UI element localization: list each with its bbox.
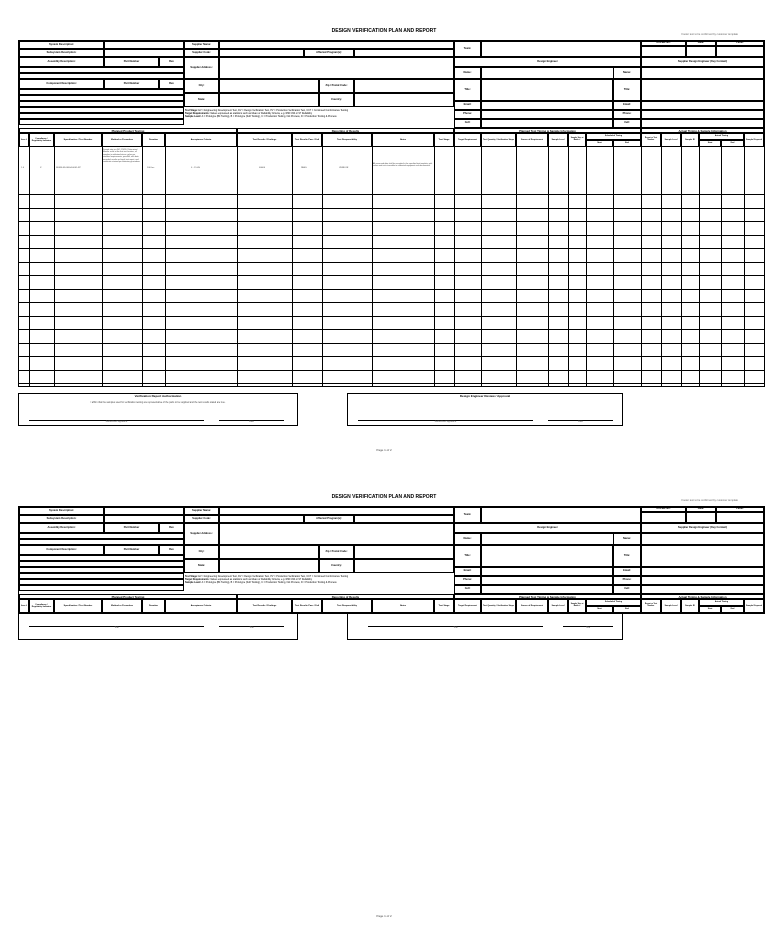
team-field[interactable] [481,507,641,523]
col-scheduled-timing: Scheduled Timing [586,133,641,140]
col-test-quantity: Test Quantity / Verification Steps [481,133,516,147]
se-email-field[interactable] [641,101,764,110]
col-start: Start [586,140,613,147]
date-caption: Date [249,421,254,423]
section-reporting: Reporting of Results [237,128,454,133]
affected-programs-field[interactable] [354,515,454,523]
col-test-results: Test Results / Findings [237,599,292,613]
team-label: Team: [454,507,481,523]
col-actual-timing: Actual Timing [699,599,744,606]
component-row[interactable] [19,119,184,125]
supplier-code-label: Supplier Code: [184,515,219,523]
component-row[interactable] [19,585,184,591]
design-engineer-header: Design Engineer [454,57,641,67]
table-row[interactable] [19,371,764,385]
date-caption: Date [578,421,583,423]
de-phone-field[interactable] [481,110,613,119]
dvpr-no-label: DVP&R No: [641,507,686,512]
col-sample-disposal: Sample Disposal [744,599,764,613]
section-planned-timing: Planned Test Timing & Sample Information [454,128,641,133]
se-email-label: Email: [613,567,641,576]
part-number-label: Part Number [104,57,159,67]
se-title-label: Title: [613,545,641,567]
col-actual-sample-level: Sample Level [661,133,681,147]
legend-sample: A = Prototype (Bit Tooling), B = Prototype (Soft Tooling), C = Production Tooling, Not Process, D = Production Tooling & Process [201,581,337,584]
page-title: DESIGN VERIFICATION PLAN AND REPORT [331,28,437,34]
legend-sample-label: Sample Level: [185,115,202,118]
col-actual-start: Start [699,140,721,147]
design-engineer-approval-box [347,393,623,426]
legend-target: Values expressed as statistics such as Mean or Reliability Criteria, e.g. R90 C90 or 97 Reliability [210,112,313,115]
date-field[interactable] [686,46,716,57]
de-phone-label: Phone: [454,110,481,119]
se-cell-label: Cell: [613,585,641,594]
col-notes: Notes [372,599,434,613]
de-name-label: Name: [454,533,481,545]
supplier-name-label: Supplier Name: [184,41,219,49]
dvpr-form [18,40,765,387]
component-description-label: Component Description: [19,545,104,555]
component-description-label: Component Description: [19,79,104,89]
de-title-field[interactable] [481,545,613,567]
se-cell-label: Cell: [613,119,641,128]
se-phone-label: Phone: [613,576,641,585]
col-sample-level: Sample Level [548,133,568,147]
row1-acceptance: 0 - 15 kN [191,167,200,169]
supplier-name-label: Supplier Name: [184,507,219,515]
col-source-req: Source of Requirement [516,133,548,147]
table-row[interactable] [19,195,764,209]
supplier-address-field[interactable] [219,523,454,545]
legend-test-stage-label: Test Stage: [185,575,198,578]
col-target-req: Target Requirement [454,133,481,147]
title-caption: Title [249,627,254,629]
state-label: State: [184,559,219,573]
section-reporting: Reporting of Results [237,594,454,599]
col-report-number: Report or Test Number [641,133,661,147]
system-description-label: System Description: [19,507,104,515]
supplier-engineer-header: Supplier Design Engineer (Key Contact) [641,57,764,67]
se-name-field[interactable] [641,533,764,545]
page-title: DESIGN VERIFICATION PLAN AND REPORT [331,494,437,500]
de-email-label: Email: [454,101,481,110]
state-label: State: [184,93,219,107]
country-field[interactable] [354,559,454,573]
section-planned-product: Planned Product Testing [19,128,237,133]
de-phone-label: Phone: [454,576,481,585]
affected-programs-field[interactable] [354,49,454,57]
part-number-label: Part Number [104,545,159,555]
assembly-description-label: Assembly Description: [19,523,104,533]
se-phone-field[interactable] [641,576,764,585]
table-row[interactable] [19,330,764,344]
supplier-address-label: Supplier Address: [184,57,219,79]
se-email-field[interactable] [641,567,764,576]
se-phone-field[interactable] [641,110,764,119]
table-row[interactable] [19,263,764,277]
col-scheduled-timing: Scheduled Timing [586,599,641,606]
de-email-label: Email: [454,567,481,576]
col-actual-end: End [721,140,744,147]
zip-field[interactable] [354,545,454,559]
city-field[interactable] [219,79,319,93]
se-name-label: Name: [613,67,641,79]
legend-target-label: Target Requirements: [185,578,210,581]
dvpr-no-label: DVP&R No: [641,41,686,46]
city-field[interactable] [219,545,319,559]
template-note: Footer text to be confirmed by customer template [681,499,738,502]
de-cell-label: Cell: [454,585,481,594]
de-email-field[interactable] [481,101,613,110]
rev-label: Rev [159,545,184,555]
subsystem-description-label: Subsystem Description: [19,515,104,523]
row1-pass-fail: PASS [301,167,307,169]
level-label: Level: [716,507,764,512]
zip-field[interactable] [354,79,454,93]
legend-target: Values expressed as statistics such as Mean or Reliability Criteria, e.g. R90 C90 or 97 Reliability [210,578,313,581]
de-cell-label: Cell: [454,119,481,128]
col-specification: Specification / Test Number [54,133,102,147]
col-actual-end: End [721,606,744,613]
col-test-stage: Test Stage [434,599,454,613]
data-grid [19,147,764,386]
title-caption: Title [585,627,591,629]
system-description-field[interactable] [104,507,184,515]
supplier-engineer-header: Supplier Design Engineer (Key Contact) [641,523,764,533]
row1-specification: SDMS-M-00004-0001-FP [56,167,81,169]
table-row[interactable] [19,317,764,331]
de-title-field[interactable] [481,79,613,101]
verification-authorization-box [18,393,298,426]
part-number-label: Part Number [104,523,159,533]
title-caption: Title [114,627,119,629]
col-actual-start: Start [699,606,721,613]
date-label: Date: [686,507,716,512]
subsystem-description-field[interactable] [104,49,184,57]
col-duration: Duration [142,133,165,147]
col-item: Item # [19,599,29,613]
se-name-field[interactable] [641,67,764,79]
row1-duration: 100 hrs [147,167,155,169]
dvpr-no-field[interactable] [641,512,686,523]
row1-compliance: X [40,167,42,169]
col-notes: Notes [372,133,434,147]
dvpr-no-field[interactable] [641,46,686,57]
date-label: Date: [686,41,716,46]
team-label: Team: [454,41,481,57]
legend-sample-label: Sample Level: [185,581,202,584]
row1-item: 1.0 [21,167,25,169]
col-sample-size: Sample Size at Batch # [568,599,586,613]
row1-test-results: 00000 [259,167,266,169]
col-start: Start [586,606,613,613]
rev-label: Rev [159,57,184,67]
de-email-field[interactable] [481,567,613,576]
row1-test-responsibility: VENDOR [339,167,349,169]
team-field[interactable] [481,41,641,57]
country-label: Country: [319,559,354,573]
col-end: End [613,140,641,147]
col-acceptance: Acceptance Criteria [165,599,237,613]
col-compliance: Compliance / Regulatory Indicator [29,599,54,613]
verification-authorization-box [18,614,298,640]
date-field[interactable] [686,512,716,523]
table-row[interactable] [19,303,764,317]
col-test-stage: Test Stage [434,133,454,147]
col-sample-disposal: Sample Disposal [744,133,764,147]
table-row[interactable] [19,222,764,236]
legend-test-stage: EV = Engineering Development Test, DV = Design Verification Test, PV = Production Verification Test, CCT = Continued Conformance Testing [198,575,349,578]
col-sample-level: Sample Level [548,599,568,613]
page-2 [0,466,768,932]
col-acceptance: Acceptance Criteria [165,133,237,147]
page-footer: Page 1 of 2 [376,914,392,918]
supplier-address-label: Supplier Address: [184,523,219,545]
col-actual-sample-id: Sample ID [681,133,699,147]
table-row[interactable] [19,249,764,263]
page-footer: Page 1 of 2 [376,448,392,452]
se-phone-label: Phone: [613,110,641,119]
zip-label: Zip / Postal Code: [319,79,354,93]
se-email-label: Email: [613,101,641,110]
level-field[interactable] [716,512,764,523]
legend-sample: A = Prototype (Bit Tooling), B = Prototype (Soft Tooling), C = Production Tooling, Not Process, D = Production Tooling & Process [201,115,337,118]
verification-authorization-title: Verification Report Authorization [134,394,182,398]
row1-notes: All measured data shall be recorded in the specified test template, with values and units traceable to calibrated equipment and documented. [373,163,433,168]
se-title-field[interactable] [641,79,764,101]
se-title-field[interactable] [641,545,764,567]
table-row[interactable] [19,236,764,250]
rev-label: Rev [159,79,184,89]
affected-programs-label: Affected Program(s): [304,49,354,57]
col-pass-fail: Test Results Pass / Fail [292,599,322,613]
table-row[interactable] [19,357,764,371]
affected-programs-label: Affected Program(s): [304,515,354,523]
de-phone-field[interactable] [481,576,613,585]
section-actual-timing: Actual Timing & Sample Information [641,128,764,133]
row1-method: Sample rate per ISO 17025-2 Determine / Monitor value at the first test location, all samples to withstand stress cycles per standard requirements, pass/fail, with data recorded, results archived, test report, and certificate retained per laboratory procedure. [103,149,141,163]
col-end: End [613,606,641,613]
col-compliance: Compliance / Regulatory Indicator [29,133,54,147]
state-field[interactable] [219,93,319,107]
supplier-code-field[interactable] [219,515,304,523]
country-field[interactable] [354,93,454,107]
subsystem-description-field[interactable] [104,515,184,523]
col-method: Method or Procedure [102,599,142,613]
section-actual-timing: Actual Timing & Sample Information [641,594,764,599]
legend-target-label: Target Requirements: [185,112,210,115]
legend [185,109,453,118]
design-engineer-approval-box [347,614,623,640]
de-cell-field[interactable] [481,119,613,128]
legend-test-stage-label: Test Stage: [185,109,198,112]
supplier-name-field[interactable] [219,507,454,515]
supplier-address-field[interactable] [219,57,454,79]
signature-caption: Authorized Signature [105,421,128,423]
zip-label: Zip / Postal Code: [319,545,354,559]
country-label: Country: [319,93,354,107]
col-test-responsibility: Test Responsibility [322,599,372,613]
table-row[interactable] [19,276,764,290]
table-row[interactable] [19,290,764,304]
col-source-req: Source of Requirement [516,599,548,613]
level-label: Level: [716,41,764,46]
table-row[interactable] [19,344,764,358]
se-cell-field[interactable] [641,119,764,128]
de-name-label: Name: [454,67,481,79]
table-row[interactable] [19,209,764,223]
signature-caption: Authorized Signature [434,421,457,423]
system-description-label: System Description: [19,41,104,49]
col-specification: Specification / Test Number [54,599,102,613]
de-cell-field[interactable] [481,585,613,594]
se-cell-field[interactable] [641,585,764,594]
state-field[interactable] [219,559,319,573]
col-actual-timing: Actual Timing [699,133,744,140]
de-title-label: Title: [454,545,481,567]
legend-test-stage: EV = Engineering Development Test, DV = Design Verification Test, PV = Production Verification Test, CCT = Continued Conformance Testing [198,109,349,112]
design-engineer-header: Design Engineer [454,523,641,533]
template-note: Footer text to be confirmed by customer template [681,33,738,36]
col-item: Item # [19,133,29,147]
rev-label: Rev [159,523,184,533]
col-report-number: Report or Test Number [641,599,661,613]
system-description-field[interactable] [104,41,184,49]
section-planned-product: Planned Product Testing [19,594,237,599]
design-engineer-approval-title: Design Engineer Review / Approval [459,394,511,398]
col-method: Method or Procedure [102,133,142,147]
part-number-label: Part Number [104,79,159,89]
city-label: City: [184,79,219,93]
section-planned-timing: Planned Test Timing & Sample Information [454,594,641,599]
assembly-description-label: Assembly Description: [19,57,104,67]
supplier-code-field[interactable] [219,49,304,57]
subsystem-description-label: Subsystem Description: [19,49,104,57]
verification-authorization-statement: I affirm that the samples used for verification testing are representative of the parts to be supplied and the test results stated are true. [90,402,226,404]
supplier-code-label: Supplier Code: [184,49,219,57]
col-test-results: Test Results / Findings [237,133,292,147]
col-actual-sample-level: Sample Level [661,599,681,613]
se-name-label: Name: [613,533,641,545]
legend [185,575,453,584]
col-pass-fail: Test Results Pass / Fail [292,133,322,147]
dvpr-form [18,506,765,614]
supplier-name-field[interactable] [219,41,454,49]
col-test-responsibility: Test Responsibility [322,133,372,147]
city-label: City: [184,545,219,559]
level-field[interactable] [716,46,764,57]
col-actual-sample-id: Sample ID [681,599,699,613]
de-title-label: Title: [454,79,481,101]
col-target-req: Target Requirement [454,599,481,613]
se-title-label: Title: [613,79,641,101]
col-sample-size: Sample Size at Batch # [568,133,586,147]
title-caption: Title [453,627,458,629]
col-duration: Duration [142,599,165,613]
col-test-quantity: Test Quantity / Verification Steps [481,599,516,613]
